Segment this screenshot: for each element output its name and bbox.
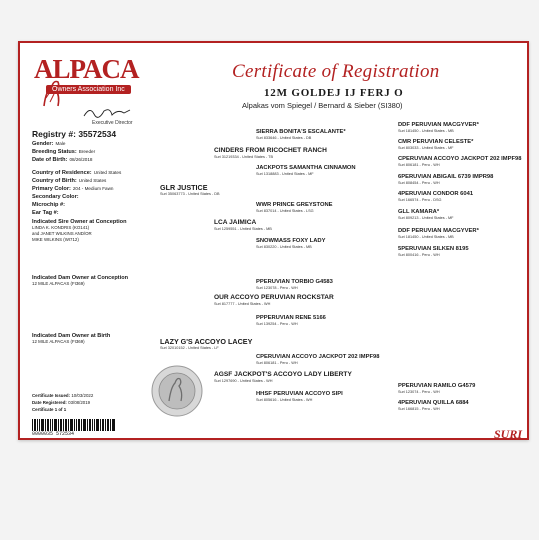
registry-seal-icon bbox=[151, 365, 203, 417]
animal-name: 12M GOLDEJ IJ FERJ O bbox=[264, 87, 404, 99]
barcode-number: 0000035 572534 bbox=[32, 431, 75, 437]
sire-owner-block: Indicated Sire Owner at Conception LINDA K. KONDRIS (KO141) and JANET WILKINS AND/OR MIKE WILKINS (WI712) bbox=[32, 219, 127, 242]
pedigree-ssda: CPERUVIAN ACCOYO JACKPOT 202 IMPF98 Suri 806181 - Peru - WH bbox=[398, 156, 522, 167]
certificate-sheet bbox=[18, 41, 529, 440]
registry-number: Registry #: 35572534 bbox=[32, 129, 117, 139]
pedigree-dss: PPERUVIAN TORBIO G4583 Suri 123078 - Peru - WH bbox=[256, 279, 333, 290]
breeding-status-row: Breeding Status: Breeder bbox=[32, 149, 96, 155]
signature-icon bbox=[82, 105, 132, 119]
pedigree-sdsb: GLL KAMARA* Suri 809213 - United States - MF bbox=[398, 209, 454, 220]
pedigree-dam: LAZY G'S ACCOYO LACEY Suri 32010152 - United States - LF bbox=[160, 337, 253, 350]
logo-subtitle: Owners Association Inc bbox=[46, 85, 131, 94]
pedigree-ssdb: 6PERUVIAN ABIGAIL 6739 IMPR98 Suri 808454 - Peru - WH bbox=[398, 174, 494, 185]
pedigree-dds: CPERUVIAN ACCOYO JACKPOT 202 IMPF98 Suri 806181 - Peru - WH bbox=[256, 354, 380, 365]
pedigree-sss: SIERRA BONITA'S ESCALANTE* Suri 833646 - United States - DB bbox=[256, 129, 346, 140]
ear-tag-row: Ear Tag #: bbox=[32, 210, 59, 216]
gender-row: Gender: Male bbox=[32, 141, 66, 147]
executive-director-label: Executive Director bbox=[92, 120, 133, 126]
pedigree-ssd: JACKPOTS SAMANTHA CINNAMON Suri 1318883 - United States - MF bbox=[256, 165, 356, 176]
certificate-issued-row: Certificate Issued: 10/03/2022 bbox=[32, 393, 94, 398]
pedigree-sire-sire: CINDERS FROM RICOCHET RANCH Suri 31219334 - United States - TB bbox=[214, 147, 327, 159]
pedigree-dam-dam: AGSF JACKPOT'S ACCOYO LADY LIBERTY Suri 1297690 - United States - WH bbox=[214, 371, 352, 383]
pedigree-dam-sire: OUR ACCOYO PERUVIAN ROCKSTAR Suri 817777 - United States - WH bbox=[214, 294, 334, 306]
barcode-icon bbox=[32, 419, 116, 431]
microchip-row: Microchip #: bbox=[32, 202, 65, 208]
certificate-page-count: Certificate 1 of 1 bbox=[32, 407, 67, 412]
country-of-birth-row: Country of Birth: United States bbox=[32, 178, 107, 184]
pedigree-sdda: DDF PERUVIAN MACGYVER* Suri 181450 - United States - MB bbox=[398, 228, 479, 239]
pedigree-sds: WWR PRINCE GREYSTONE Suri 837014 - United States - LSG bbox=[256, 202, 333, 213]
pedigree-sdd: SNOWMASS FOXY LADY Suri 830220 - United States - MB bbox=[256, 238, 326, 249]
pedigree-sdsa: 4PERUVIAN CONDOR 6041 Suri 166574 - Peru - DSG bbox=[398, 191, 474, 202]
pedigree-sssa: DDF PERUVIAN MACGYVER* Suri 181450 - United States - MB bbox=[398, 122, 479, 133]
dam-owner-conception-block: Indicated Dam Owner at Conception 12 MILE ALPACAS (FI369) bbox=[32, 275, 129, 286]
pedigree-ddd: HHSF PERUVIAN ACCOYO SIPI Suri 805616 - United States - WH bbox=[256, 391, 343, 402]
logo-text: ALPACA bbox=[34, 54, 139, 84]
pedigree-sire-dam: LCA JAIMICA Suri 1259551 - United States - MB bbox=[214, 219, 272, 231]
country-of-residence-row: Country of Residence: United States bbox=[32, 170, 122, 176]
pedigree-dsd: PPPERUVIAN RENE 5166 Suri 139254 - Peru - WH bbox=[256, 315, 326, 326]
dam-owner-birth-block: Indicated Dam Owner at Birth 12 MILE ALPACAS (FI369) bbox=[32, 333, 111, 344]
date-registered-row: Date Registered: 03/08/2019 bbox=[32, 400, 91, 405]
pedigree-sssb: CMR PERUVIAN CELESTE* Suri 803033 - United States - MF bbox=[398, 139, 474, 150]
pedigree-dddb: 4PERUVIAN QUILLA 6884 Suri 166815 - Peru - WH bbox=[398, 400, 469, 411]
pedigree-sddb: 5PERUVIAN SILKEN 8195 Suri 800416 - Peru - WH bbox=[398, 246, 469, 257]
certificate-title: Certificate of Registration bbox=[232, 61, 440, 82]
primary-color-row: Primary Color: 204 - Medium Fawn bbox=[32, 186, 114, 192]
pedigree-sire: GLR JUSTICE Suri 35063773 - United States - DB bbox=[160, 183, 220, 196]
breed-label: SURI bbox=[494, 427, 523, 441]
date-of-birth-row: Date of Birth: 08/26/2018 bbox=[32, 157, 93, 163]
pedigree-ddda: PPERUVIAN RAMILO G4579 Suri 123074 - Peru - WH bbox=[398, 383, 476, 394]
secondary-color-row: Secondary Color: bbox=[32, 194, 79, 200]
farm-name: Alpakas vom Spiegel / Bernard & Sieber (SI380) bbox=[242, 101, 403, 110]
